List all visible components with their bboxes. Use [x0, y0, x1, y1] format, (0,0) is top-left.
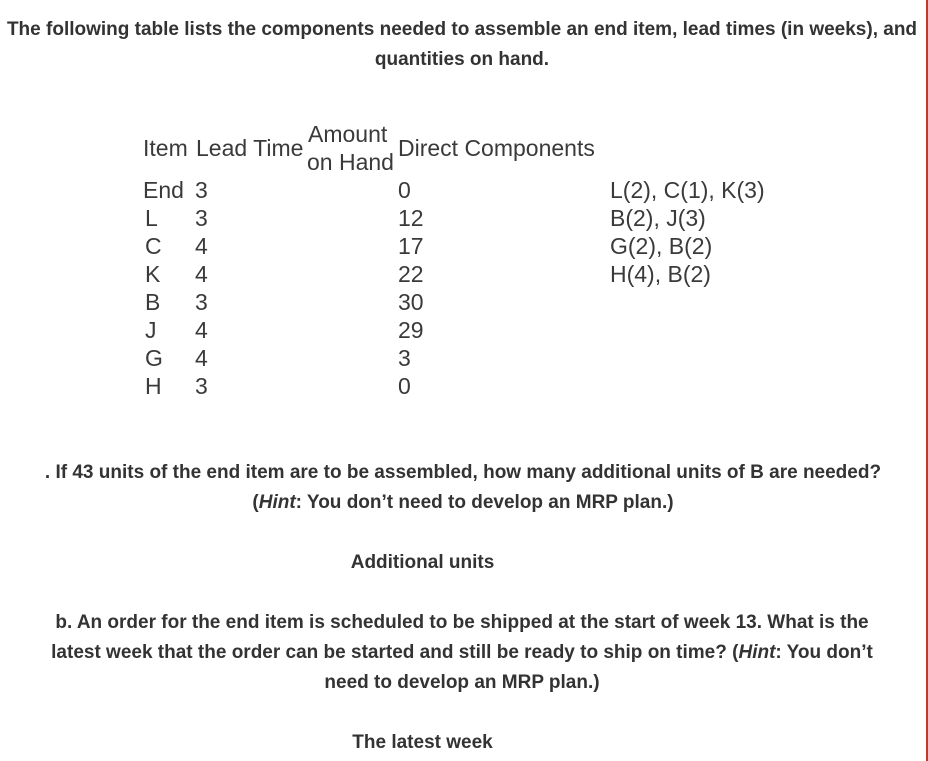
- question-b-line3: need to develop an MRP plan.): [324, 672, 600, 693]
- cell-item: End: [143, 177, 184, 203]
- cell-on-hand: 17: [398, 233, 424, 259]
- question-a-hint-open: (: [252, 492, 259, 513]
- question-a-hint-line: [0, 488, 926, 518]
- cell-on-hand: 3: [398, 345, 411, 371]
- question-a-hint-rest: : You don’t need to develop an MRP plan.): [295, 492, 674, 513]
- cell-item: G: [145, 345, 163, 371]
- question-a-line1: . If 43 units of the end item are to be assembled, how many additional units of B are needed?: [44, 462, 882, 483]
- question-b-line1: b. An order for the end item is scheduled to be shipped at the start of week 13. What is the: [55, 612, 869, 633]
- cell-direct-components: G(2), B(2): [610, 233, 713, 259]
- cell-on-hand: 0: [398, 373, 411, 399]
- cell-lead-time: 4: [195, 233, 208, 259]
- intro-text: The following table lists the components needed to assemble an end item, lead times (in weeks), and quantities on hand.: [6, 19, 918, 70]
- cell-item: L: [145, 205, 158, 231]
- cell-lead-time: 3: [195, 205, 208, 231]
- cell-item: K: [145, 261, 161, 287]
- question-a-hint-word: Hint: [258, 492, 296, 513]
- cell-on-hand: 30: [398, 289, 424, 315]
- cell-lead-time: 4: [195, 317, 208, 343]
- cell-lead-time: 3: [195, 289, 208, 315]
- cell-item: J: [145, 317, 157, 343]
- question-b-line2-rest: : You don’t: [775, 642, 873, 663]
- cell-on-hand: 12: [398, 205, 424, 231]
- header-item: Item: [143, 135, 188, 161]
- question-b-line2: [0, 638, 924, 668]
- cell-item: H: [145, 373, 162, 399]
- question-b-hint-word: Hint: [738, 642, 776, 663]
- answer-label-latest-week: The latest week: [352, 732, 493, 753]
- header-on-hand: on Hand: [307, 149, 394, 175]
- header-lead-time: Lead Time: [196, 135, 304, 161]
- question-b: [0, 608, 924, 698]
- header-amount: Amount: [308, 121, 388, 147]
- cell-item: B: [145, 289, 161, 315]
- cell-item: C: [145, 233, 162, 259]
- cell-lead-time: 3: [195, 373, 208, 399]
- cell-lead-time: 3: [195, 177, 208, 203]
- question-a: [0, 458, 926, 518]
- cell-on-hand: 0: [398, 177, 411, 203]
- answer-label-additional-units: Additional units: [350, 552, 495, 573]
- cell-direct-components: B(2), J(3): [610, 205, 706, 231]
- cell-lead-time: 4: [195, 261, 208, 287]
- cell-direct-components: H(4), B(2): [610, 261, 711, 287]
- cell-direct-components: L(2), C(1), K(3): [610, 177, 765, 203]
- question-b-line2-text: latest week that the order can be started and still be ready to ship on time? (: [51, 642, 739, 663]
- cell-lead-time: 4: [195, 345, 208, 371]
- header-direct-components: Direct Components: [398, 135, 595, 161]
- cell-on-hand: 22: [398, 261, 424, 287]
- cell-on-hand: 29: [398, 317, 424, 343]
